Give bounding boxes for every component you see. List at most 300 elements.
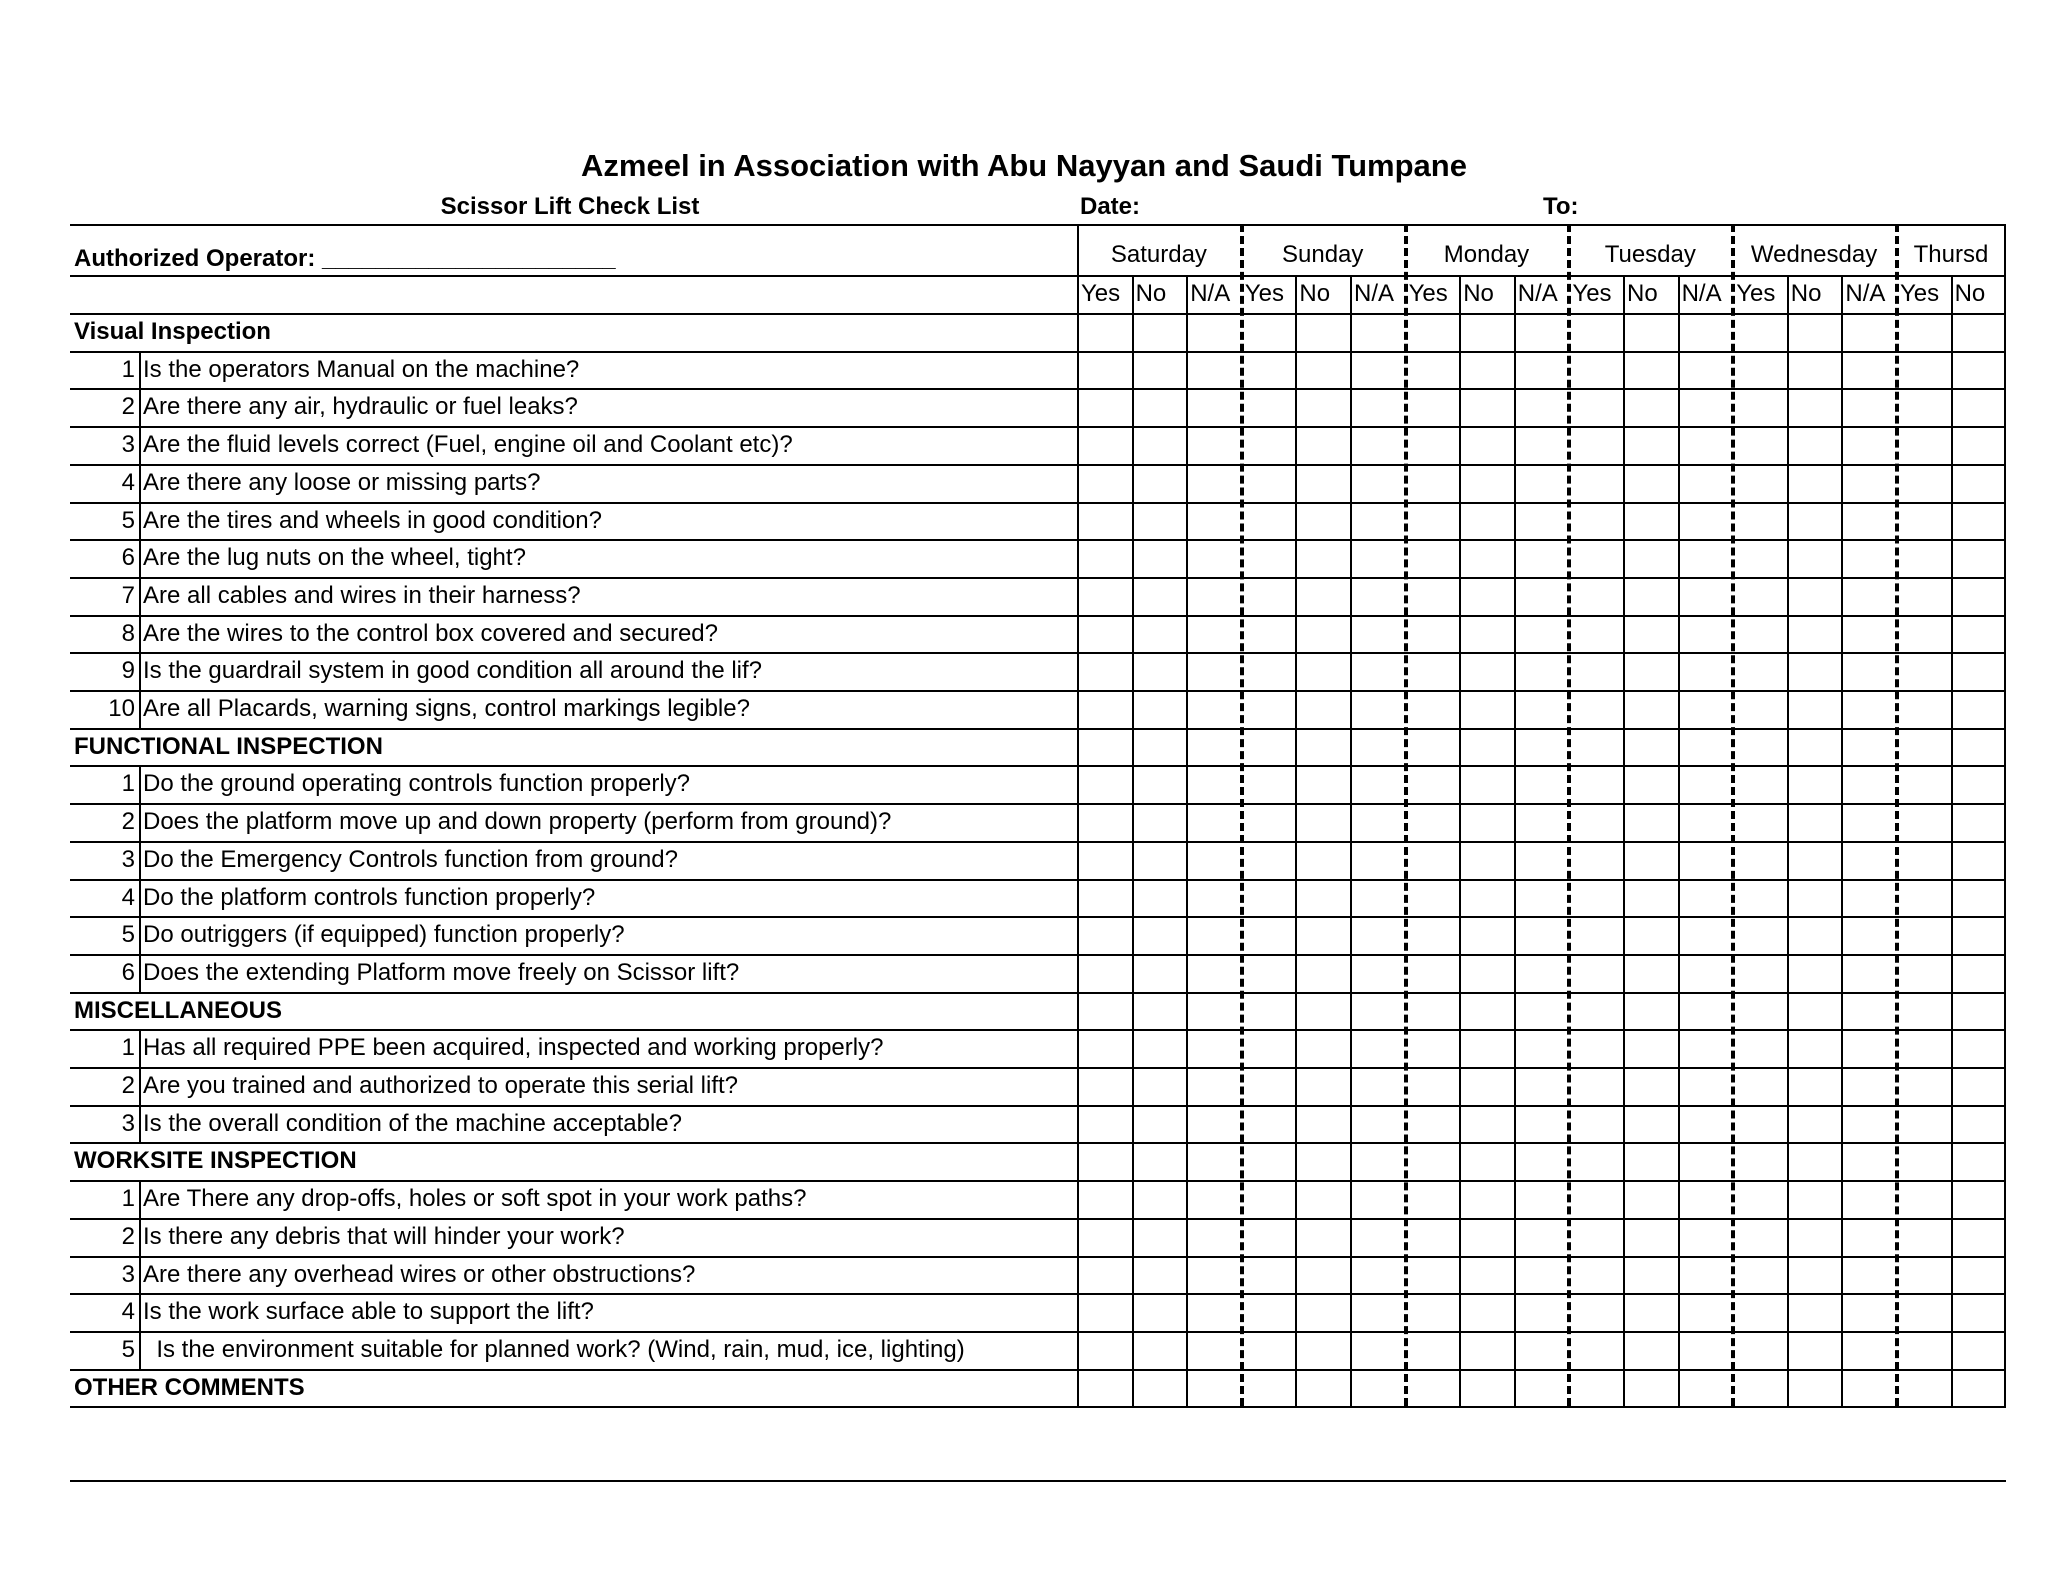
answer-cell[interactable] bbox=[1079, 1371, 1131, 1406]
answer-cell[interactable] bbox=[1734, 654, 1786, 689]
answer-cell[interactable] bbox=[1789, 843, 1841, 878]
answer-cell[interactable] bbox=[1243, 1371, 1295, 1406]
answer-cell[interactable] bbox=[1407, 1220, 1459, 1255]
answer-cell[interactable] bbox=[1079, 617, 1131, 652]
answer-cell[interactable] bbox=[1352, 654, 1404, 689]
answer-cell[interactable] bbox=[1243, 918, 1295, 953]
answer-cell[interactable] bbox=[1898, 353, 1950, 388]
answer-cell[interactable] bbox=[1079, 428, 1131, 463]
answer-cell[interactable] bbox=[1516, 956, 1568, 991]
answer-cell[interactable] bbox=[1243, 579, 1295, 614]
answer-cell[interactable] bbox=[1570, 1295, 1622, 1330]
answer-cell[interactable] bbox=[1898, 428, 1950, 463]
answer-cell[interactable] bbox=[1843, 767, 1895, 802]
answer-cell[interactable] bbox=[1625, 1220, 1677, 1255]
answer-cell[interactable] bbox=[1734, 843, 1786, 878]
answer-cell[interactable] bbox=[1570, 579, 1622, 614]
answer-cell[interactable] bbox=[1516, 315, 1568, 350]
answer-cell[interactable] bbox=[1134, 315, 1186, 350]
answer-cell[interactable] bbox=[1898, 918, 1950, 953]
answer-cell[interactable] bbox=[1953, 617, 2005, 652]
answer-cell[interactable] bbox=[1680, 504, 1732, 539]
answer-cell[interactable] bbox=[1134, 1258, 1186, 1293]
answer-cell[interactable] bbox=[1352, 1031, 1404, 1066]
answer-cell[interactable] bbox=[1352, 390, 1404, 425]
answer-cell[interactable] bbox=[1734, 617, 1786, 652]
answer-cell[interactable] bbox=[1188, 843, 1240, 878]
answer-cell[interactable] bbox=[1243, 1144, 1295, 1179]
answer-cell[interactable] bbox=[1243, 1220, 1295, 1255]
answer-cell[interactable] bbox=[1079, 541, 1131, 576]
answer-cell[interactable] bbox=[1079, 843, 1131, 878]
answer-cell[interactable] bbox=[1461, 918, 1513, 953]
answer-cell[interactable] bbox=[1461, 466, 1513, 501]
answer-cell[interactable] bbox=[1734, 1295, 1786, 1330]
answer-cell[interactable] bbox=[1625, 353, 1677, 388]
answer-cell[interactable] bbox=[1843, 1220, 1895, 1255]
answer-cell[interactable] bbox=[1461, 428, 1513, 463]
answer-cell[interactable] bbox=[1734, 918, 1786, 953]
answer-cell[interactable] bbox=[1680, 1107, 1732, 1142]
answer-cell[interactable] bbox=[1898, 1220, 1950, 1255]
answer-cell[interactable] bbox=[1243, 654, 1295, 689]
answer-cell[interactable] bbox=[1407, 1144, 1459, 1179]
answer-cell[interactable] bbox=[1352, 579, 1404, 614]
answer-cell[interactable] bbox=[1898, 466, 1950, 501]
answer-cell[interactable] bbox=[1134, 504, 1186, 539]
answer-cell[interactable] bbox=[1079, 579, 1131, 614]
answer-cell[interactable] bbox=[1953, 428, 2005, 463]
answer-cell[interactable] bbox=[1134, 617, 1186, 652]
answer-cell[interactable] bbox=[1352, 1371, 1404, 1406]
answer-cell[interactable] bbox=[1079, 1031, 1131, 1066]
answer-cell[interactable] bbox=[1079, 504, 1131, 539]
answer-cell[interactable] bbox=[1297, 956, 1349, 991]
answer-cell[interactable] bbox=[1953, 579, 2005, 614]
answer-cell[interactable] bbox=[1352, 730, 1404, 765]
answer-cell[interactable] bbox=[1407, 504, 1459, 539]
answer-cell[interactable] bbox=[1898, 1069, 1950, 1104]
answer-cell[interactable] bbox=[1461, 654, 1513, 689]
answer-cell[interactable] bbox=[1789, 428, 1841, 463]
answer-cell[interactable] bbox=[1407, 692, 1459, 727]
answer-cell[interactable] bbox=[1297, 315, 1349, 350]
answer-cell[interactable] bbox=[1297, 1333, 1349, 1368]
answer-cell[interactable] bbox=[1734, 1258, 1786, 1293]
answer-cell[interactable] bbox=[1079, 730, 1131, 765]
answer-cell[interactable] bbox=[1297, 692, 1349, 727]
answer-cell[interactable] bbox=[1188, 428, 1240, 463]
answer-cell[interactable] bbox=[1243, 504, 1295, 539]
answer-cell[interactable] bbox=[1461, 767, 1513, 802]
answer-cell[interactable] bbox=[1134, 1371, 1186, 1406]
answer-cell[interactable] bbox=[1461, 956, 1513, 991]
answer-cell[interactable] bbox=[1953, 692, 2005, 727]
answer-cell[interactable] bbox=[1570, 1031, 1622, 1066]
answer-cell[interactable] bbox=[1134, 767, 1186, 802]
answer-cell[interactable] bbox=[1188, 1144, 1240, 1179]
answer-cell[interactable] bbox=[1680, 1031, 1732, 1066]
answer-cell[interactable] bbox=[1953, 1107, 2005, 1142]
answer-cell[interactable] bbox=[1188, 466, 1240, 501]
answer-cell[interactable] bbox=[1789, 994, 1841, 1029]
answer-cell[interactable] bbox=[1134, 994, 1186, 1029]
answer-cell[interactable] bbox=[1079, 1069, 1131, 1104]
answer-cell[interactable] bbox=[1461, 1107, 1513, 1142]
answer-cell[interactable] bbox=[1134, 353, 1186, 388]
answer-cell[interactable] bbox=[1297, 1182, 1349, 1217]
answer-cell[interactable] bbox=[1625, 654, 1677, 689]
answer-cell[interactable] bbox=[1953, 504, 2005, 539]
answer-cell[interactable] bbox=[1789, 353, 1841, 388]
answer-cell[interactable] bbox=[1898, 692, 1950, 727]
answer-cell[interactable] bbox=[1843, 428, 1895, 463]
answer-cell[interactable] bbox=[1134, 1069, 1186, 1104]
answer-cell[interactable] bbox=[1461, 881, 1513, 916]
answer-cell[interactable] bbox=[1789, 390, 1841, 425]
answer-cell[interactable] bbox=[1680, 956, 1732, 991]
answer-cell[interactable] bbox=[1843, 730, 1895, 765]
answer-cell[interactable] bbox=[1843, 1144, 1895, 1179]
answer-cell[interactable] bbox=[1461, 1031, 1513, 1066]
answer-cell[interactable] bbox=[1297, 881, 1349, 916]
answer-cell[interactable] bbox=[1352, 1144, 1404, 1179]
answer-cell[interactable] bbox=[1297, 994, 1349, 1029]
answer-cell[interactable] bbox=[1134, 843, 1186, 878]
answer-cell[interactable] bbox=[1461, 805, 1513, 840]
answer-cell[interactable] bbox=[1680, 692, 1732, 727]
answer-cell[interactable] bbox=[1789, 617, 1841, 652]
answer-cell[interactable] bbox=[1898, 1144, 1950, 1179]
answer-cell[interactable] bbox=[1843, 881, 1895, 916]
answer-cell[interactable] bbox=[1079, 1144, 1131, 1179]
answer-cell[interactable] bbox=[1352, 767, 1404, 802]
answer-cell[interactable] bbox=[1843, 1371, 1895, 1406]
answer-cell[interactable] bbox=[1570, 1258, 1622, 1293]
answer-cell[interactable] bbox=[1680, 1295, 1732, 1330]
answer-cell[interactable] bbox=[1789, 1295, 1841, 1330]
answer-cell[interactable] bbox=[1953, 1182, 2005, 1217]
answer-cell[interactable] bbox=[1570, 1107, 1622, 1142]
answer-cell[interactable] bbox=[1407, 956, 1459, 991]
answer-cell[interactable] bbox=[1188, 956, 1240, 991]
answer-cell[interactable] bbox=[1680, 1220, 1732, 1255]
answer-cell[interactable] bbox=[1243, 541, 1295, 576]
answer-cell[interactable] bbox=[1570, 918, 1622, 953]
answer-cell[interactable] bbox=[1789, 315, 1841, 350]
answer-cell[interactable] bbox=[1789, 1144, 1841, 1179]
answer-cell[interactable] bbox=[1953, 805, 2005, 840]
answer-cell[interactable] bbox=[1297, 1107, 1349, 1142]
answer-cell[interactable] bbox=[1953, 353, 2005, 388]
answer-cell[interactable] bbox=[1079, 1333, 1131, 1368]
answer-cell[interactable] bbox=[1188, 1031, 1240, 1066]
answer-cell[interactable] bbox=[1843, 692, 1895, 727]
answer-cell[interactable] bbox=[1516, 428, 1568, 463]
answer-cell[interactable] bbox=[1680, 881, 1732, 916]
answer-cell[interactable] bbox=[1188, 504, 1240, 539]
answer-cell[interactable] bbox=[1188, 918, 1240, 953]
answer-cell[interactable] bbox=[1953, 1220, 2005, 1255]
answer-cell[interactable] bbox=[1734, 541, 1786, 576]
answer-cell[interactable] bbox=[1516, 730, 1568, 765]
answer-cell[interactable] bbox=[1734, 315, 1786, 350]
answer-cell[interactable] bbox=[1516, 1182, 1568, 1217]
answer-cell[interactable] bbox=[1953, 843, 2005, 878]
answer-cell[interactable] bbox=[1407, 1371, 1459, 1406]
answer-cell[interactable] bbox=[1243, 881, 1295, 916]
answer-cell[interactable] bbox=[1407, 428, 1459, 463]
answer-cell[interactable] bbox=[1734, 1182, 1786, 1217]
answer-cell[interactable] bbox=[1461, 1144, 1513, 1179]
answer-cell[interactable] bbox=[1134, 1220, 1186, 1255]
answer-cell[interactable] bbox=[1789, 1333, 1841, 1368]
answer-cell[interactable] bbox=[1680, 918, 1732, 953]
answer-cell[interactable] bbox=[1461, 692, 1513, 727]
answer-cell[interactable] bbox=[1407, 353, 1459, 388]
answer-cell[interactable] bbox=[1789, 1371, 1841, 1406]
answer-cell[interactable] bbox=[1079, 1182, 1131, 1217]
answer-cell[interactable] bbox=[1079, 805, 1131, 840]
answer-cell[interactable] bbox=[1843, 579, 1895, 614]
answer-cell[interactable] bbox=[1570, 466, 1622, 501]
answer-cell[interactable] bbox=[1789, 1258, 1841, 1293]
answer-cell[interactable] bbox=[1461, 843, 1513, 878]
answer-cell[interactable] bbox=[1461, 1069, 1513, 1104]
answer-cell[interactable] bbox=[1789, 767, 1841, 802]
answer-cell[interactable] bbox=[1789, 692, 1841, 727]
answer-cell[interactable] bbox=[1625, 1107, 1677, 1142]
answer-cell[interactable] bbox=[1352, 1107, 1404, 1142]
answer-cell[interactable] bbox=[1516, 1371, 1568, 1406]
answer-cell[interactable] bbox=[1516, 466, 1568, 501]
answer-cell[interactable] bbox=[1516, 1333, 1568, 1368]
answer-cell[interactable] bbox=[1134, 1295, 1186, 1330]
answer-cell[interactable] bbox=[1461, 390, 1513, 425]
answer-cell[interactable] bbox=[1188, 541, 1240, 576]
answer-cell[interactable] bbox=[1134, 1144, 1186, 1179]
answer-cell[interactable] bbox=[1843, 504, 1895, 539]
answer-cell[interactable] bbox=[1953, 881, 2005, 916]
answer-cell[interactable] bbox=[1843, 541, 1895, 576]
answer-cell[interactable] bbox=[1407, 1258, 1459, 1293]
answer-cell[interactable] bbox=[1407, 994, 1459, 1029]
answer-cell[interactable] bbox=[1243, 692, 1295, 727]
answer-cell[interactable] bbox=[1898, 881, 1950, 916]
answer-cell[interactable] bbox=[1734, 466, 1786, 501]
answer-cell[interactable] bbox=[1352, 353, 1404, 388]
answer-cell[interactable] bbox=[1188, 994, 1240, 1029]
answer-cell[interactable] bbox=[1680, 843, 1732, 878]
answer-cell[interactable] bbox=[1680, 805, 1732, 840]
answer-cell[interactable] bbox=[1461, 579, 1513, 614]
answer-cell[interactable] bbox=[1625, 692, 1677, 727]
answer-cell[interactable] bbox=[1789, 881, 1841, 916]
answer-cell[interactable] bbox=[1898, 654, 1950, 689]
answer-cell[interactable] bbox=[1297, 1031, 1349, 1066]
answer-cell[interactable] bbox=[1516, 1258, 1568, 1293]
answer-cell[interactable] bbox=[1898, 390, 1950, 425]
answer-cell[interactable] bbox=[1734, 504, 1786, 539]
answer-cell[interactable] bbox=[1243, 1031, 1295, 1066]
answer-cell[interactable] bbox=[1680, 1182, 1732, 1217]
answer-cell[interactable] bbox=[1243, 994, 1295, 1029]
answer-cell[interactable] bbox=[1680, 1144, 1732, 1179]
answer-cell[interactable] bbox=[1407, 843, 1459, 878]
answer-cell[interactable] bbox=[1516, 654, 1568, 689]
answer-cell[interactable] bbox=[1188, 881, 1240, 916]
answer-cell[interactable] bbox=[1516, 617, 1568, 652]
answer-cell[interactable] bbox=[1680, 1069, 1732, 1104]
answer-cell[interactable] bbox=[1297, 805, 1349, 840]
answer-cell[interactable] bbox=[1188, 315, 1240, 350]
answer-cell[interactable] bbox=[1734, 579, 1786, 614]
answer-cell[interactable] bbox=[1352, 541, 1404, 576]
answer-cell[interactable] bbox=[1188, 1182, 1240, 1217]
answer-cell[interactable] bbox=[1625, 315, 1677, 350]
answer-cell[interactable] bbox=[1734, 1107, 1786, 1142]
answer-cell[interactable] bbox=[1352, 1258, 1404, 1293]
answer-cell[interactable] bbox=[1352, 315, 1404, 350]
answer-cell[interactable] bbox=[1789, 1069, 1841, 1104]
answer-cell[interactable] bbox=[1570, 1182, 1622, 1217]
answer-cell[interactable] bbox=[1079, 353, 1131, 388]
answer-cell[interactable] bbox=[1134, 428, 1186, 463]
answer-cell[interactable] bbox=[1625, 504, 1677, 539]
answer-cell[interactable] bbox=[1407, 1107, 1459, 1142]
answer-cell[interactable] bbox=[1461, 1333, 1513, 1368]
answer-cell[interactable] bbox=[1352, 1295, 1404, 1330]
answer-cell[interactable] bbox=[1352, 617, 1404, 652]
answer-cell[interactable] bbox=[1297, 843, 1349, 878]
answer-cell[interactable] bbox=[1570, 654, 1622, 689]
answer-cell[interactable] bbox=[1352, 805, 1404, 840]
answer-cell[interactable] bbox=[1352, 504, 1404, 539]
answer-cell[interactable] bbox=[1734, 390, 1786, 425]
answer-cell[interactable] bbox=[1734, 805, 1786, 840]
answer-cell[interactable] bbox=[1297, 918, 1349, 953]
answer-cell[interactable] bbox=[1789, 1182, 1841, 1217]
answer-cell[interactable] bbox=[1625, 730, 1677, 765]
answer-cell[interactable] bbox=[1297, 1144, 1349, 1179]
answer-cell[interactable] bbox=[1898, 956, 1950, 991]
answer-cell[interactable] bbox=[1516, 767, 1568, 802]
answer-cell[interactable] bbox=[1297, 466, 1349, 501]
answer-cell[interactable] bbox=[1079, 956, 1131, 991]
answer-cell[interactable] bbox=[1843, 918, 1895, 953]
answer-cell[interactable] bbox=[1407, 805, 1459, 840]
answer-cell[interactable] bbox=[1570, 315, 1622, 350]
answer-cell[interactable] bbox=[1570, 767, 1622, 802]
answer-cell[interactable] bbox=[1079, 1258, 1131, 1293]
answer-cell[interactable] bbox=[1243, 466, 1295, 501]
answer-cell[interactable] bbox=[1843, 1258, 1895, 1293]
answer-cell[interactable] bbox=[1243, 353, 1295, 388]
answer-cell[interactable] bbox=[1680, 994, 1732, 1029]
answer-cell[interactable] bbox=[1297, 1258, 1349, 1293]
answer-cell[interactable] bbox=[1407, 654, 1459, 689]
answer-cell[interactable] bbox=[1188, 579, 1240, 614]
answer-cell[interactable] bbox=[1297, 504, 1349, 539]
answer-cell[interactable] bbox=[1625, 805, 1677, 840]
answer-cell[interactable] bbox=[1079, 994, 1131, 1029]
answer-cell[interactable] bbox=[1680, 1371, 1732, 1406]
answer-cell[interactable] bbox=[1079, 1295, 1131, 1330]
answer-cell[interactable] bbox=[1625, 1069, 1677, 1104]
answer-cell[interactable] bbox=[1243, 1182, 1295, 1217]
answer-cell[interactable] bbox=[1570, 428, 1622, 463]
answer-cell[interactable] bbox=[1625, 956, 1677, 991]
answer-cell[interactable] bbox=[1625, 466, 1677, 501]
answer-cell[interactable] bbox=[1570, 1333, 1622, 1368]
answer-cell[interactable] bbox=[1953, 315, 2005, 350]
answer-cell[interactable] bbox=[1953, 1144, 2005, 1179]
answer-cell[interactable] bbox=[1461, 315, 1513, 350]
answer-cell[interactable] bbox=[1352, 994, 1404, 1029]
answer-cell[interactable] bbox=[1407, 390, 1459, 425]
answer-cell[interactable] bbox=[1734, 1144, 1786, 1179]
answer-cell[interactable] bbox=[1789, 1220, 1841, 1255]
answer-cell[interactable] bbox=[1789, 541, 1841, 576]
answer-cell[interactable] bbox=[1625, 767, 1677, 802]
answer-cell[interactable] bbox=[1789, 730, 1841, 765]
answer-cell[interactable] bbox=[1625, 1144, 1677, 1179]
answer-cell[interactable] bbox=[1570, 1144, 1622, 1179]
answer-cell[interactable] bbox=[1407, 918, 1459, 953]
answer-cell[interactable] bbox=[1625, 1295, 1677, 1330]
answer-cell[interactable] bbox=[1297, 579, 1349, 614]
answer-cell[interactable] bbox=[1516, 353, 1568, 388]
answer-cell[interactable] bbox=[1953, 994, 2005, 1029]
answer-cell[interactable] bbox=[1188, 767, 1240, 802]
answer-cell[interactable] bbox=[1680, 1333, 1732, 1368]
answer-cell[interactable] bbox=[1188, 692, 1240, 727]
answer-cell[interactable] bbox=[1843, 466, 1895, 501]
answer-cell[interactable] bbox=[1570, 617, 1622, 652]
answer-cell[interactable] bbox=[1734, 994, 1786, 1029]
answer-cell[interactable] bbox=[1516, 1107, 1568, 1142]
answer-cell[interactable] bbox=[1898, 579, 1950, 614]
answer-cell[interactable] bbox=[1953, 390, 2005, 425]
answer-cell[interactable] bbox=[1297, 428, 1349, 463]
answer-cell[interactable] bbox=[1625, 881, 1677, 916]
answer-cell[interactable] bbox=[1953, 956, 2005, 991]
answer-cell[interactable] bbox=[1843, 1295, 1895, 1330]
answer-cell[interactable] bbox=[1570, 504, 1622, 539]
answer-cell[interactable] bbox=[1789, 1107, 1841, 1142]
answer-cell[interactable] bbox=[1079, 918, 1131, 953]
answer-cell[interactable] bbox=[1352, 843, 1404, 878]
answer-cell[interactable] bbox=[1898, 1031, 1950, 1066]
answer-cell[interactable] bbox=[1625, 579, 1677, 614]
answer-cell[interactable] bbox=[1461, 504, 1513, 539]
answer-cell[interactable] bbox=[1407, 1031, 1459, 1066]
answer-cell[interactable] bbox=[1843, 353, 1895, 388]
answer-cell[interactable] bbox=[1843, 1031, 1895, 1066]
answer-cell[interactable] bbox=[1734, 881, 1786, 916]
answer-cell[interactable] bbox=[1243, 1107, 1295, 1142]
answer-cell[interactable] bbox=[1407, 767, 1459, 802]
answer-cell[interactable] bbox=[1407, 315, 1459, 350]
answer-cell[interactable] bbox=[1898, 541, 1950, 576]
answer-cell[interactable] bbox=[1134, 654, 1186, 689]
answer-cell[interactable] bbox=[1188, 1069, 1240, 1104]
answer-cell[interactable] bbox=[1243, 617, 1295, 652]
answer-cell[interactable] bbox=[1843, 805, 1895, 840]
answer-cell[interactable] bbox=[1734, 1031, 1786, 1066]
answer-cell[interactable] bbox=[1516, 1069, 1568, 1104]
answer-cell[interactable] bbox=[1843, 654, 1895, 689]
